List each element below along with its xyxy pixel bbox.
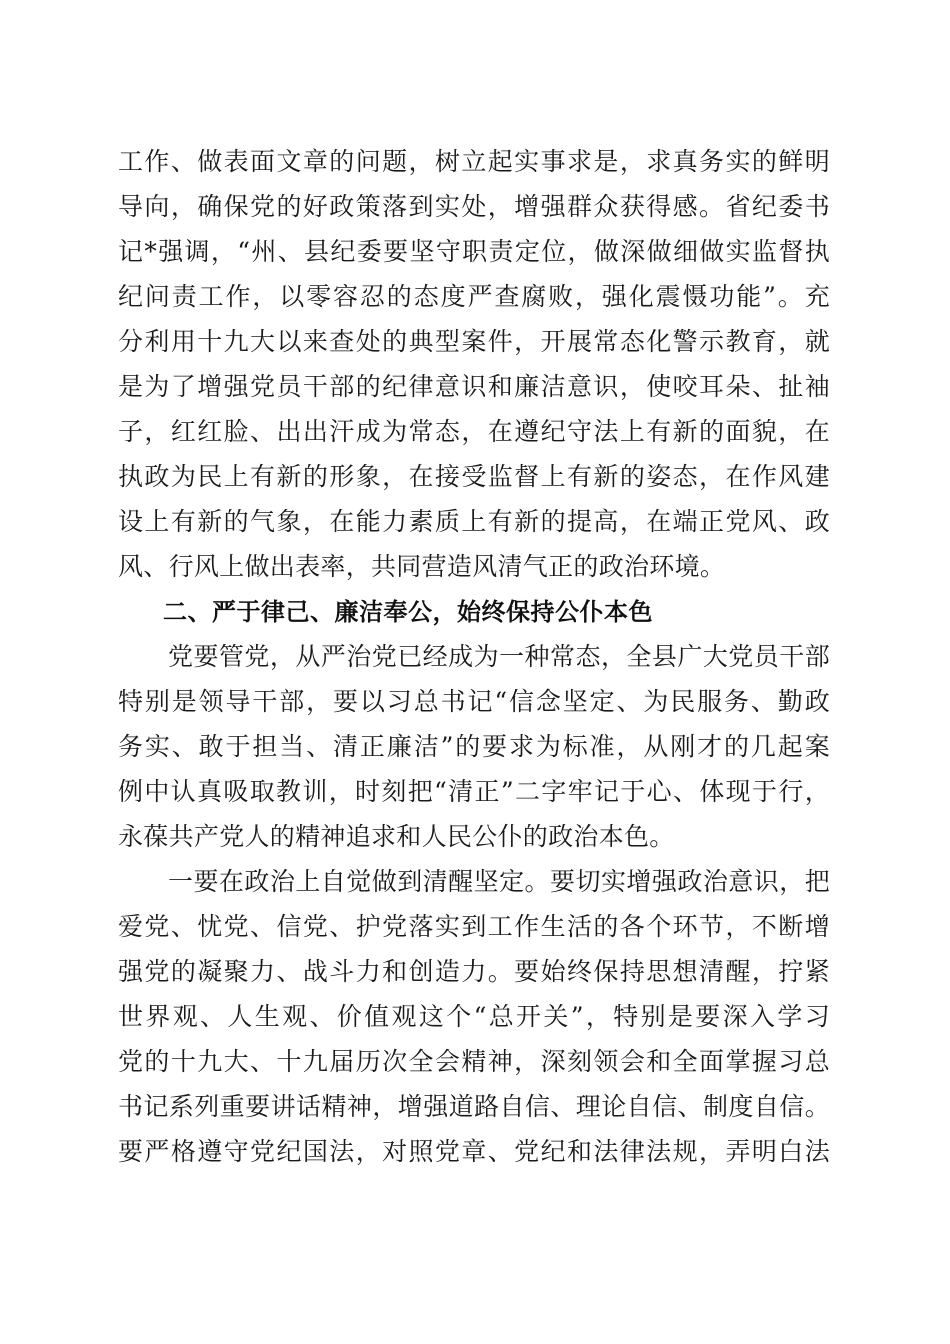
paragraph-line: 世界观、人生观、价值观这个“总开关”，特别是要深入学习 xyxy=(118,1002,830,1031)
paragraph-line: 党的十九大、十九届历次全会精神，深刻领会和全面掌握习总 xyxy=(118,1047,830,1076)
paragraph-line: 子，红红脸、出出汗成为常态，在遵纪守法上有新的面貌，在 xyxy=(118,417,830,446)
paragraph-line: 要严格遵守党纪国法，对照党章、党纪和法律法规，弄明白法 xyxy=(118,1137,830,1166)
paragraph-line: 务实、敢于担当、清正廉洁”的要求为标准，从刚才的几起案 xyxy=(118,732,830,761)
paragraph-line: 执政为民上有新的形象，在接受监督上有新的姿态，在作风建 xyxy=(118,462,830,491)
paragraph-line: 风、行风上做出表率，共同营造风清气正的政治环境。 xyxy=(118,552,726,581)
paragraph-line: 设上有新的气象，在能力素质上有新的提高，在端正党风、政 xyxy=(118,507,830,536)
paragraph-line: 纪问责工作，以零容忍的态度严查腐败，强化震慑功能”。充 xyxy=(118,282,830,311)
paragraph-line: 强党的凝聚力、战斗力和创造力。要始终保持思想清醒，拧紧 xyxy=(118,957,830,986)
paragraph-line: 导向，确保党的好政策落到实处，增强群众获得感。省纪委书 xyxy=(118,192,830,221)
paragraph-line: 党要管党，从严治党已经成为一种常态，全县广大党员干部 xyxy=(168,642,830,671)
paragraph-line: 例中认真吸取教训，时刻把“清正”二字牢记于心、体现于行， xyxy=(118,777,830,806)
paragraph-line: 爱党、忧党、信党、护党落实到工作生活的各个环节，不断增 xyxy=(118,912,830,941)
paragraph-line: 是为了增强党员干部的纪律意识和廉洁意识，使咬耳朵、扯袖 xyxy=(118,372,830,401)
paragraph-line: 特别是领导干部，要以习总书记“信念坚定、为民服务、勤政 xyxy=(118,687,830,716)
paragraph-line: 书记系列重要讲话精神，增强道路自信、理论自信、制度自信。 xyxy=(118,1092,830,1121)
paragraph-line: 分利用十九大以来查处的典型案件，开展常态化警示教育，就 xyxy=(118,327,830,356)
paragraph-line: 记*强调，“州、县纪委要坚守职责定位，做深做细做实监督执 xyxy=(118,237,830,266)
paragraph-line: 一要在政治上自觉做到清醒坚定。要切实增强政治意识，把 xyxy=(168,867,830,896)
paragraph-line: 永葆共产党人的精神追求和人民公仆的政治本色。 xyxy=(118,822,675,851)
section-heading: 二、严于律己、廉洁奉公，始终保持公仆本色 xyxy=(163,598,653,626)
paragraph-line: 工作、做表面文章的问题，树立起实事求是，求真务实的鲜明 xyxy=(118,147,830,176)
